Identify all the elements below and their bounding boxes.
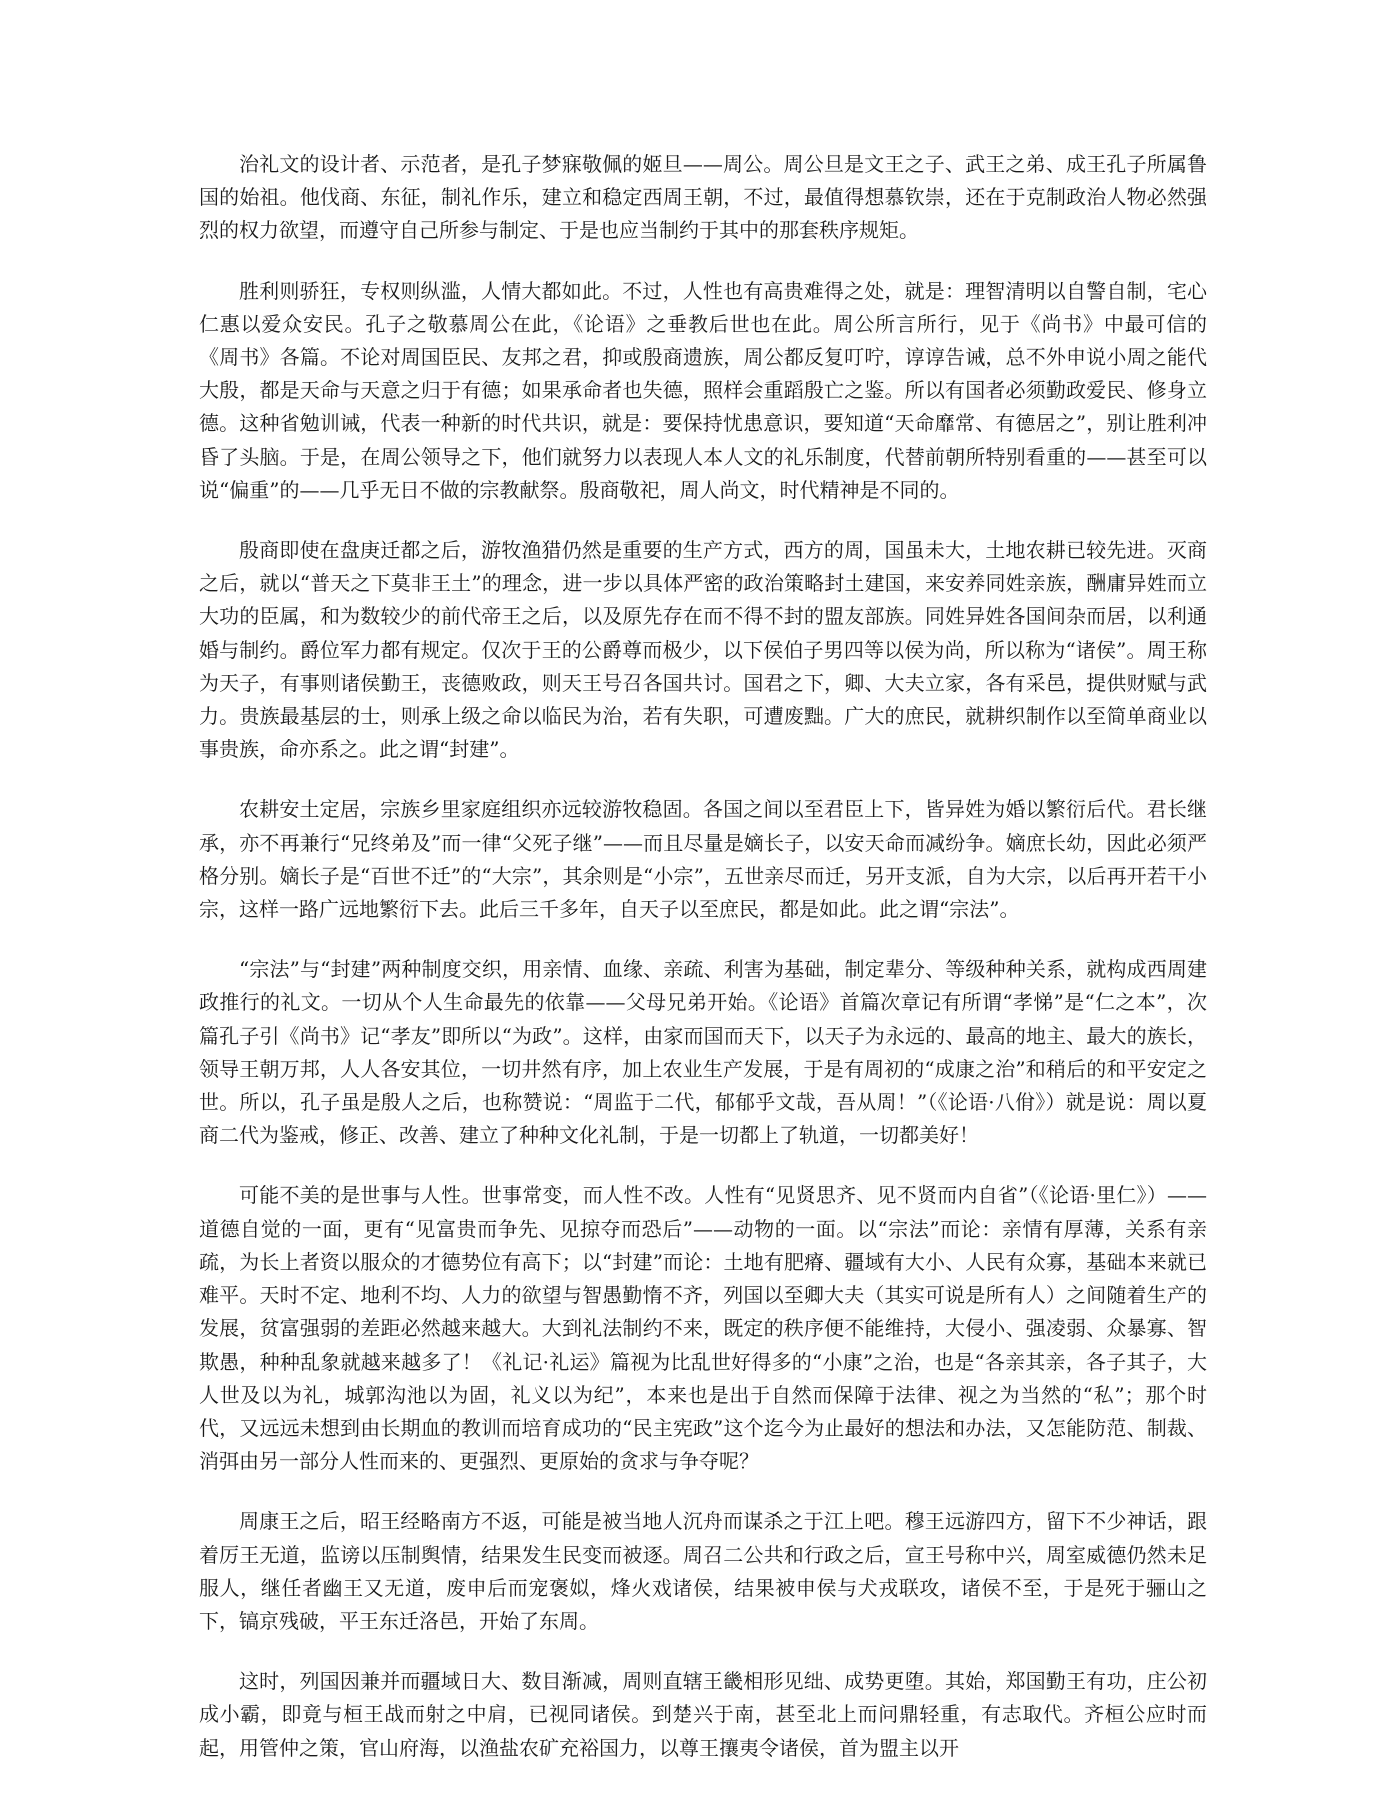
paragraph-3: 殷商即使在盘庚迁都之后，游牧渔猎仍然是重要的生产方式，西方的周，国虽未大，土地农耕已较先进。灭商之后，就以“普天之下莫非王土”的理念，进一步以具体严密的政治策略封土建国，来安养同姓亲族，酬庸异姓而立大功的臣属，和为数较少的前代帝王之后，以及原先存在而不得不封的盟友部族。同姓异姓各国间杂而居，以利通婚与制约。爵位军力都有规定。仅次于王的公爵尊而极少，以下侯伯子男四等以侯为尚，所以称为“诸侯”。周王称为天子，有事则诸侯勤王，丧德败政，则天王号召各国共讨。国君之下，卿、大夫立家，各有采邑，提供财赋与武力。贵族最基层的士，则承上级之命以临民为治，若有失职，可遭废黜。广大的庶民，就耕织制作以至简单商业以事贵族，命亦系之。此之谓“封建”。 [199,538,1207,762]
paragraph-2: 胜利则骄狂，专权则纵滥，人情大都如此。不过，人性也有高贵难得之处，就是：理智清明以自警自制，宅心仁惠以爱众安民。孔子之敬慕周公在此，《论语》之垂教后世也在此。周公所言所行，见于《尚书》中最可信的《周书》各篇。不论对周国臣民、友邦之君，抑或殷商遗族，周公都反复叮咛，谆谆告诫，总不外申说小周之能代大殷，都是天命与天意之归于有德；如果承命者也失德，照样会重蹈殷亡之鉴。所以有国者必须勤政爱民、修身立德。这种省勉训诫，代表一种新的时代共识，就是：要保持忧患意识，要知道“天命靡常、有德居之”，别让胜利冲昏了头脑。于是，在周公领导之下，他们就努力以表现人本人文的礼乐制度，代替前朝所特别看重的——甚至可以说“偏重”的——几乎无日不做的宗教献祭。殷商敬祀，周人尚文，时代精神是不同的。 [199,278,1207,502]
document-page [199,148,1207,1792]
paragraph-4: 农耕安土定居，宗族乡里家庭组织亦远较游牧稳固。各国之间以至君臣上下，皆异姓为婚以繁衍后代。君长继承，亦不再兼行“兄终弟及”而一律“父死子继”——而且尽量是嫡长子，以安天命而减纷争。嫡庶长幼，因此必须严格分别。嫡长子是“百世不迁”的“大宗”，其余则是“小宗”，五世亲尽而迁，另开支派，自为大宗，以后再开若干小宗，这样一路广远地繁衍下去。此后三千多年，自天子以至庶民，都是如此。此之谓“宗法”。 [199,797,1207,922]
paragraph-8: 这时，列国因兼并而疆域日大、数目渐减，周则直辖王畿相形见绌、成势更堕。其始，郑国勤王有功，庄公初成小霸，即竟与桓王战而射之中肩，已视同诸侯。到楚兴于南，甚至北上而问鼎轻重，有志取代。齐桓公应时而起，用管仲之策，官山府海，以渔盐农矿充裕国力，以尊王攘夷令诸侯，首为盟主以开 [199,1669,1207,1760]
paragraph-5: “宗法”与“封建”两种制度交织，用亲情、血缘、亲疏、利害为基础，制定辈分、等级种种关系，就构成西周建政推行的礼文。一切从个人生命最先的依靠——父母兄弟开始。《论语》首篇次章记有所谓“孝悌”是“仁之本”，次篇孔子引《尚书》记“孝友”即所以“为政”。这样，由家而国而天下，以天子为永远的、最高的地主、最大的族长，领导王朝万邦，人人各安其位，一切井然有序，加上农业生产发展，于是有周初的“成康之治”和稍后的和平安定之世。所以，孔子虽是殷人之后，也称赞说：“周监于二代，郁郁乎文哉，吾从周！”（《论语·八佾》）就是说：周以夏商二代为鉴戒，修正、改善、建立了种种文化礼制，于是一切都上了轨道，一切都美好！ [199,957,1207,1148]
paragraph-1: 治礼文的设计者、示范者，是孔子梦寐敬佩的姬旦——周公。周公旦是文王之子、武王之弟、成王孔子所属鲁国的始祖。他伐商、东征，制礼作乐，建立和稳定西周王朝，不过，最值得想慕钦崇，还在于克制政治人物必然强烈的权力欲望，而遵守自己所参与制定、于是也应当制约于其中的那套秩序规矩。 [199,152,1207,243]
paragraph-7: 周康王之后，昭王经略南方不返，可能是被当地人沉舟而谋杀之于江上吧。穆王远游四方，留下不少神话，跟着厉王无道，监谤以压制舆情，结果发生民变而被逐。周召二公共和行政之后，宣王号称中兴，周室威德仍然未足服人，继任者幽王又无道，废申后而宠褒姒，烽火戏诸侯，结果被申侯与犬戎联攻，诸侯不至，于是死于骊山之下，镐京残破，平王东迁洛邑，开始了东周。 [199,1509,1207,1633]
paragraph-6: 可能不美的是世事与人性。世事常变，而人性不改。人性有“见贤思齐、见不贤而内自省”（《论语·里仁》）——道德自觉的一面，更有“见富贵而争先、见掠夺而恐后”——动物的一面。以“宗法”而论：亲情有厚薄，关系有亲疏，为长上者资以服众的才德势位有高下；以“封建”而论：土地有肥瘠、疆域有大小、人民有众寡，基础本来就已难平。天时不定、地利不均、人力的欲望与智愚勤惰不齐，列国以至卿大夫（其实可说是所有人）之间随着生产的发展，贫富强弱的差距必然越来越大。大到礼法制约不来，既定的秩序便不能维持，大侵小、强凌弱、众暴寡、智欺愚，种种乱象就越来越多了！《礼记·礼运》篇视为比乱世好得多的“小康”之治，也是“各亲其亲，各子其子，大人世及以为礼，城郭沟池以为固，礼义以为纪”，本来也是出于自然而保障于法律、视之为当然的“私”；那个时代，又远远未想到由长期血的教训而培育成功的“民主宪政”这个迄今为止最好的想法和办法，又怎能防范、制裁、消弭由另一部分人性而来的、更强烈、更原始的贪求与争夺呢？ [199,1183,1207,1474]
